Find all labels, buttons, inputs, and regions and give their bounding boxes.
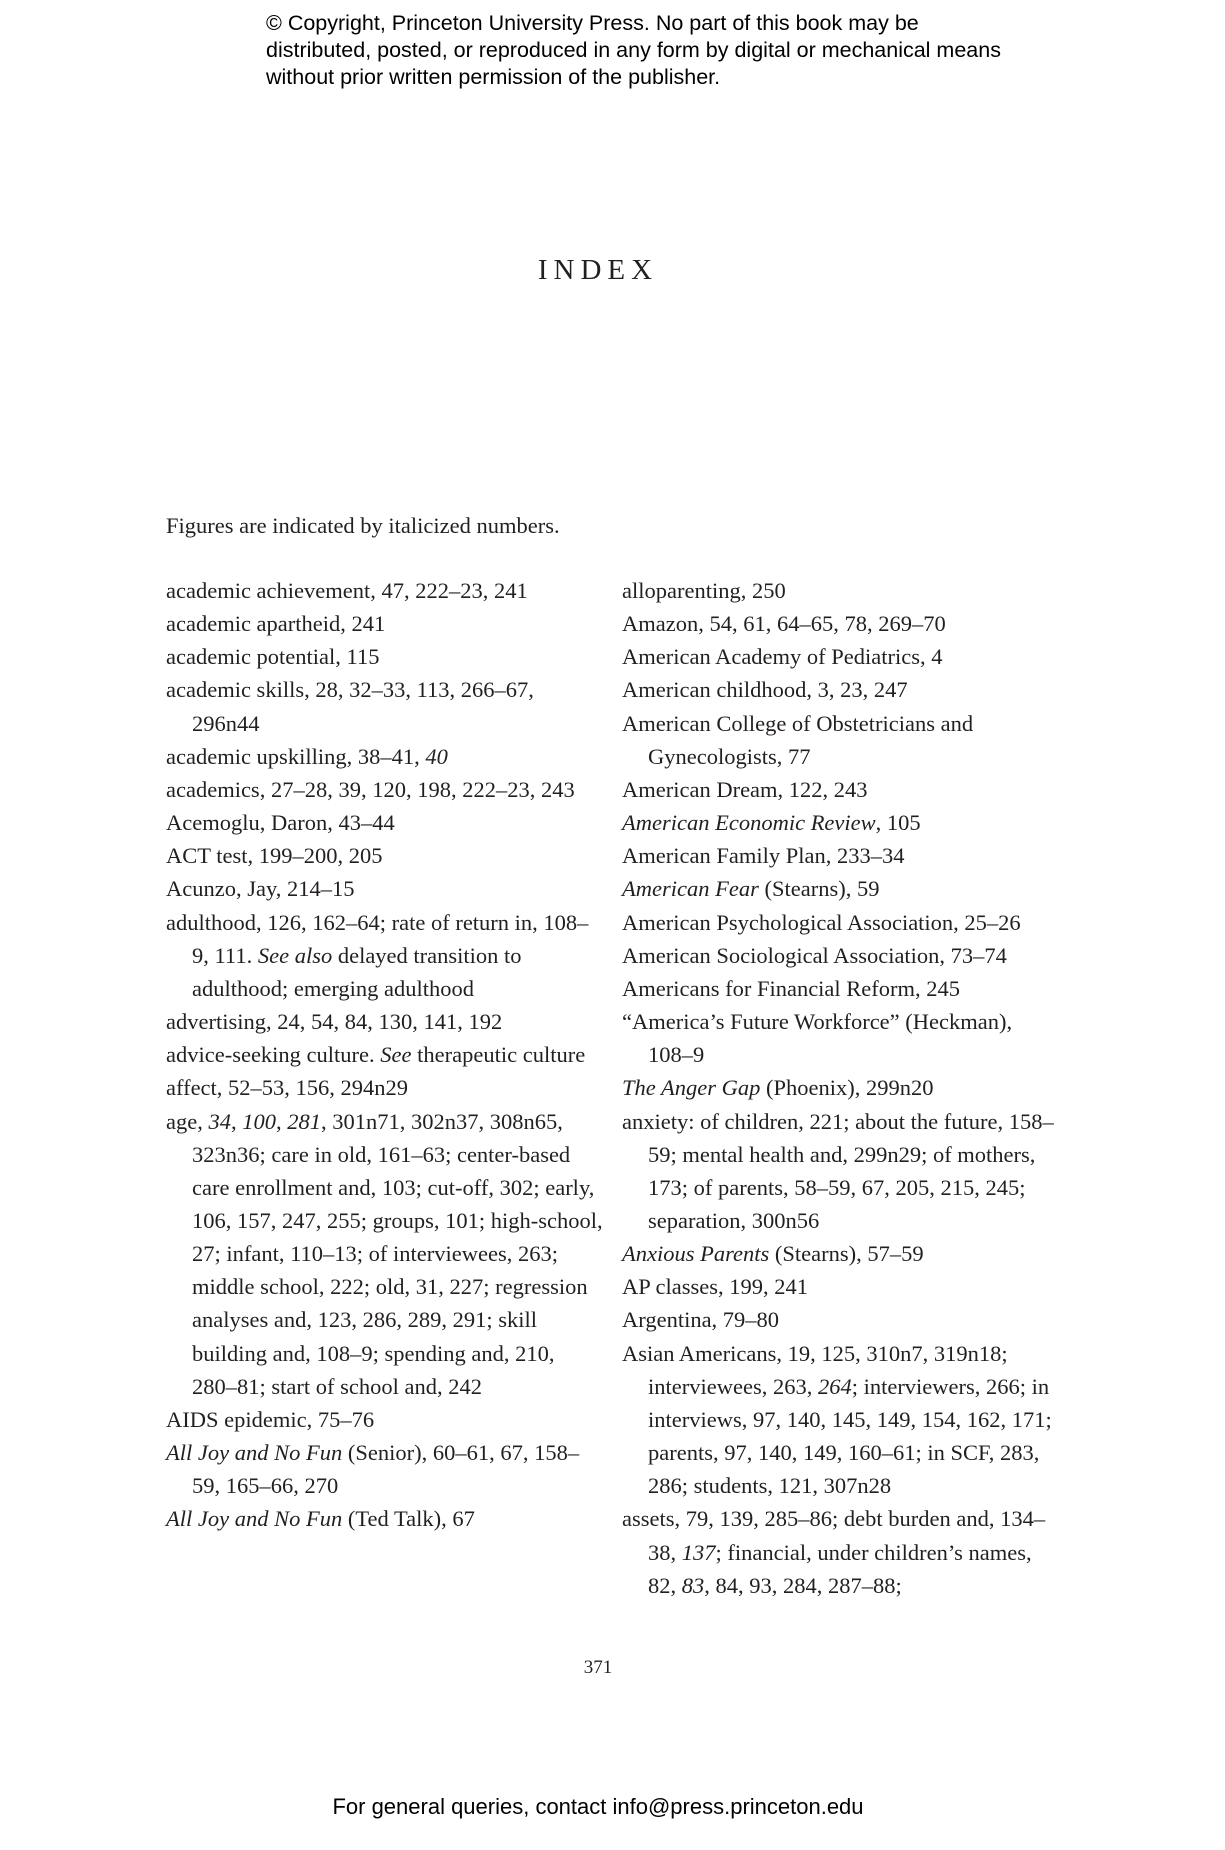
index-entry (166, 1071, 604, 1104)
index-entry-text: Argentina, 79–80 (622, 1307, 780, 1333)
index-entry (622, 1105, 1062, 1238)
index-entry-text: anxiety: of children, 221; about the future, 158–59; mental health and, 299n29; of mothers, 173; of parents, 58–59, 67, 205, 215, 245; separation, 300n56 (622, 1108, 1054, 1233)
index-entry-text: (Ted Talk), 67 (342, 1506, 475, 1532)
index-entry-text: , 301n71, 302n37, 308n65, 323n36; care in old, 161–63; center-based care enrollment and, 103; cut-off, 302; early, 106, 157, 247, 255; groups, 101; high-school, 27; infant, 110–13; of interviewees, 263; middle school, 222; old, 31, 227; regression analyses and, 123, 286, 289, 291; skill building and, 108–9; spending and, 210, 280–81; start of school and, 242 (192, 1108, 603, 1399)
index-entry-text: Acunzo, Jay, 214–15 (166, 876, 355, 902)
index-entry (622, 707, 1062, 773)
index-entry-text: ACT test, 199–200, 205 (166, 843, 383, 869)
index-column-left (166, 574, 604, 1536)
index-entry-text: ; financial, under children’s names, 82, (648, 1539, 1032, 1598)
index-entry-text: alloparenting, 250 (622, 578, 786, 603)
index-entry-text: , 105 (875, 810, 921, 836)
index-entry-italic-text: 100 (242, 1108, 276, 1134)
index-entry-text: affect, 52–53, 156, 294n29 (166, 1075, 409, 1101)
index-entry (622, 839, 1062, 872)
index-entry (622, 806, 1062, 839)
index-entry-text: Amazon, 54, 61, 64–65, 78, 269–70 (622, 611, 946, 637)
index-entry-italic-text: 264 (817, 1373, 852, 1399)
index-entry-text: age, (166, 1108, 209, 1134)
index-entry (622, 1303, 1062, 1336)
index-entry (166, 1105, 604, 1403)
index-entry-text: AP classes, 199, 241 (622, 1274, 809, 1300)
index-entry-italic-text: See also (257, 942, 333, 968)
index-entry-italic-text: All Joy and No Fun (166, 1440, 343, 1466)
index-entry-text: AIDS epidemic, 75–76 (166, 1406, 375, 1432)
index-entry-text: American Psychological Association, 25–26 (622, 909, 1021, 935)
index-entry (166, 839, 604, 872)
index-entry (166, 1005, 604, 1038)
index-entry (622, 773, 1062, 806)
index-entry-text: advertising, 24, 54, 84, 130, 141, 192 (166, 1009, 503, 1035)
index-entry-text: Asian Americans, 19, 125, 310n7, 319n18; interviewees, 263, (622, 1340, 1008, 1399)
index-entry-text: (Senior), 60–61, 67, 158–59, 165–66, 270 (192, 1440, 580, 1499)
index-entry-italic-text: 34 (208, 1108, 231, 1134)
index-entry-italic-text: See (380, 1042, 412, 1068)
index-entry (622, 1237, 1062, 1270)
index-entry-text: American College of Obstetricians and Gynecologists, 77 (622, 710, 974, 769)
index-entry-text: American Dream, 122, 243 (622, 776, 868, 802)
index-entry-text: academic potential, 115 (166, 644, 380, 670)
index-entry-text: advice-seeking culture. (166, 1042, 381, 1068)
index-entry-text: , (275, 1108, 288, 1134)
index-entry-italic-text: The Anger Gap (622, 1075, 761, 1101)
index-entry (166, 1436, 604, 1502)
index-entry (166, 673, 604, 739)
index-entry-text: Americans for Financial Reform, 245 (622, 975, 961, 1001)
index-entry (622, 1502, 1062, 1601)
index-entry-text: American childhood, 3, 23, 247 (622, 677, 908, 703)
index-entry-italic-text: All Joy and No Fun (166, 1506, 343, 1532)
index-entry-text: (Phoenix), 299n20 (760, 1075, 934, 1101)
index-entry (622, 607, 1062, 640)
index-entry-text: Acemoglu, Daron, 43–44 (166, 810, 395, 836)
index-entry-text: therapeutic culture (411, 1042, 586, 1068)
index-entry-text: American Sociological Association, 73–74 (622, 942, 1007, 968)
index-entry (622, 1071, 1062, 1104)
index-entry-italic-text: 83 (681, 1572, 705, 1598)
index-entry (166, 640, 604, 673)
index-entry (166, 574, 604, 607)
index-entry-text: ; interviewers, 266; in interviews, 97, 140, 145, 149, 154, 162, 171; parents, 97, 140, 149, 160–61; in SCF, 283, 286; students, 121, 307n28 (648, 1373, 1052, 1499)
index-entry (622, 1270, 1062, 1303)
index-entry-text: American Family Plan, 233–34 (622, 843, 905, 869)
index-entry (166, 773, 604, 806)
index-entry (166, 1403, 604, 1436)
index-entry (622, 906, 1062, 939)
index-entry-text: (Stearns), 59 (758, 876, 880, 902)
index-entry-text: academic achievement, 47, 222–23, 241 (166, 578, 528, 603)
index-entry (166, 740, 604, 773)
index-entry-text: American Academy of Pediatrics, 4 (622, 644, 943, 670)
index-entry-text: , 84, 93, 284, 287–88; (704, 1572, 902, 1598)
index-entry-text: academic upskilling, 38–41, (166, 743, 426, 769)
index-entry-italic-text: 40 (425, 743, 448, 769)
index-entry-text: academics, 27–28, 39, 120, 198, 222–23, 243 (166, 776, 575, 802)
index-entry-text: academic skills, 28, 32–33, 113, 266–67, 296n44 (166, 677, 534, 736)
index-entry-text: (Stearns), 57–59 (769, 1241, 924, 1267)
page-title: INDEX (537, 254, 659, 286)
index-entry (622, 872, 1062, 905)
index-entry (622, 972, 1062, 1005)
copyright-notice: © Copyright, Princeton University Press. No part of this book may be distributed, posted, or reproduced in any form by digital or mechanical means without prior written permission of the publisher. (266, 11, 1001, 89)
index-entry (622, 640, 1062, 673)
index-note: Figures are indicated by italicized numbers. (166, 513, 560, 538)
index-entry-text: delayed transition to adulthood; emerging adulthood (192, 942, 522, 1001)
index-entry-text: academic apartheid, 241 (166, 611, 386, 637)
index-entry (622, 673, 1062, 706)
index-entry-text: “America’s Future Workforce” (Heckman), 108–9 (622, 1009, 1013, 1068)
index-entry (622, 574, 1062, 607)
index-entry (166, 1038, 604, 1071)
index-entry (166, 1502, 604, 1535)
index-entry (166, 872, 604, 905)
index-entry (622, 939, 1062, 972)
index-column-right (622, 574, 1062, 1602)
index-entry-italic-text: American Economic Review (622, 810, 876, 836)
footer-contact: For general queries, contact info@press.princeton.edu (332, 1794, 864, 1819)
index-entry (166, 607, 604, 640)
index-entry (166, 806, 604, 839)
index-entry-text: adulthood, 126, 162–64; rate of return in, 108–9, 111. (166, 909, 589, 968)
index-entry (166, 906, 604, 1005)
index-entry (622, 1337, 1062, 1503)
index-entry-italic-text: 137 (681, 1539, 716, 1565)
index-entry-italic-text: 281 (287, 1108, 321, 1134)
index-entry-text: , (230, 1108, 243, 1134)
index-entry-italic-text: American Fear (622, 876, 759, 902)
index-entry-italic-text: Anxious Parents (622, 1241, 770, 1267)
index-entry (622, 1005, 1062, 1071)
index-entry-text: assets, 79, 139, 285–86; debt burden and, 134–38, (622, 1506, 1046, 1565)
page-number: 371 (583, 1657, 613, 1678)
